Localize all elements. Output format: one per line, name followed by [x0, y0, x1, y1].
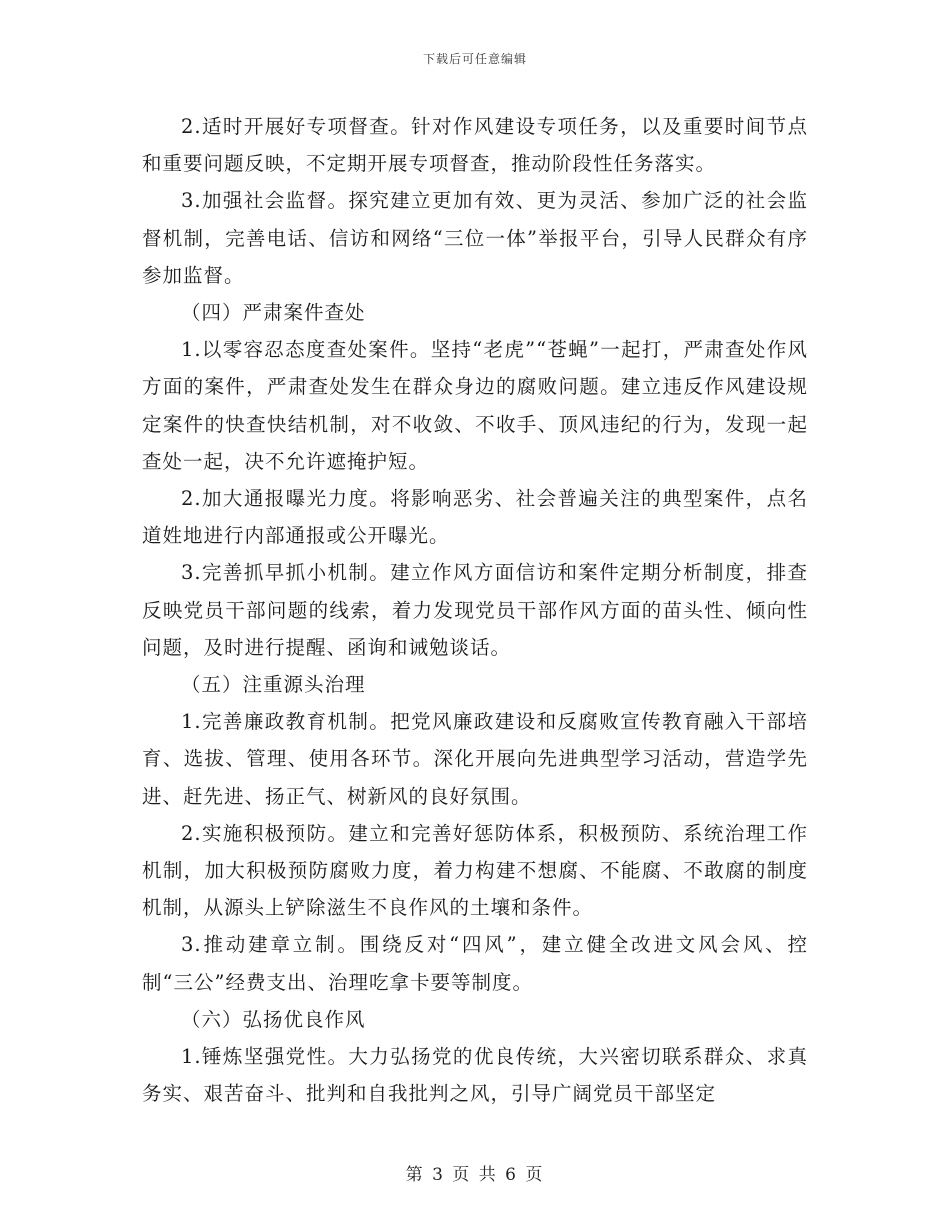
paragraph: 1.完善廉政教育机制。把党风廉政建设和反腐败宣传教育融入干部培育、选拔、管理、使用各环节。深化开展向先进典型学习活动，营造学先进、赶先进、扬正气、树新风的良好氛围。 — [142, 710, 808, 808]
section-heading: （五）注重源头治理 — [181, 673, 366, 697]
section-heading: （四）严肃案件查处 — [181, 301, 366, 325]
section-heading: （六）弘扬优良作风 — [181, 1007, 366, 1031]
paragraph: 1.以零容忍态度查处案件。坚持“老虎”“苍蝇”一起打，严肃查处作风方面的案件，严肃查处发生在群众身边的腐败问题。建立违反作风建设规定案件的快查快结机制，对不收敛、不收手、顶风违纪的行为，发现一起查处一起，决不允许遮掩护短。 — [142, 338, 808, 473]
paragraph: 3.加强社会监督。探究建立更加有效、更为灵活、参加广泛的社会监督机制，完善电话、信访和网络“三位一体”举报平台，引导人民群众有序参加监督。 — [142, 189, 808, 287]
page-number: 第 3 页 共 6 页 — [405, 1165, 545, 1185]
paragraph: 1.锤炼坚强党性。大力弘扬党的优良传统，大兴密切联系群众、求真务实、艰苦奋斗、批判和自我批判之风，引导广阔党员干部坚定 — [142, 1045, 808, 1106]
document-body — [142, 108, 808, 1112]
paragraph: 2.加大通报曝光力度。将影响恶劣、社会普遍关注的典型案件，点名道姓地进行内部通报或公开曝光。 — [142, 487, 808, 548]
paragraph: 3.完善抓早抓小机制。建立作风方面信访和案件定期分析制度，排查反映党员干部问题的线索，着力发现党员干部作风方面的苗头性、倾向性问题，及时进行提醒、函询和诫勉谈话。 — [142, 561, 808, 659]
paragraph: 2.适时开展好专项督查。针对作风建设专项任务，以及重要时间节点和重要问题反映，不定期开展专项督查，推动阶段性任务落实。 — [142, 115, 808, 176]
paragraph: 3.推动建章立制。围绕反对“四风”，建立健全改进文风会风、控制“三公”经费支出、治理吃拿卡要等制度。 — [142, 933, 808, 994]
page-header: 下载后可任意编辑 — [422, 52, 527, 66]
paragraph: 2.实施积极预防。建立和完善好惩防体系，积极预防、系统治理工作机制，加大积极预防腐败力度，着力构建不想腐、不能腐、不敢腐的制度机制，从源头上铲除滋生不良作风的土壤和条件。 — [142, 821, 808, 920]
